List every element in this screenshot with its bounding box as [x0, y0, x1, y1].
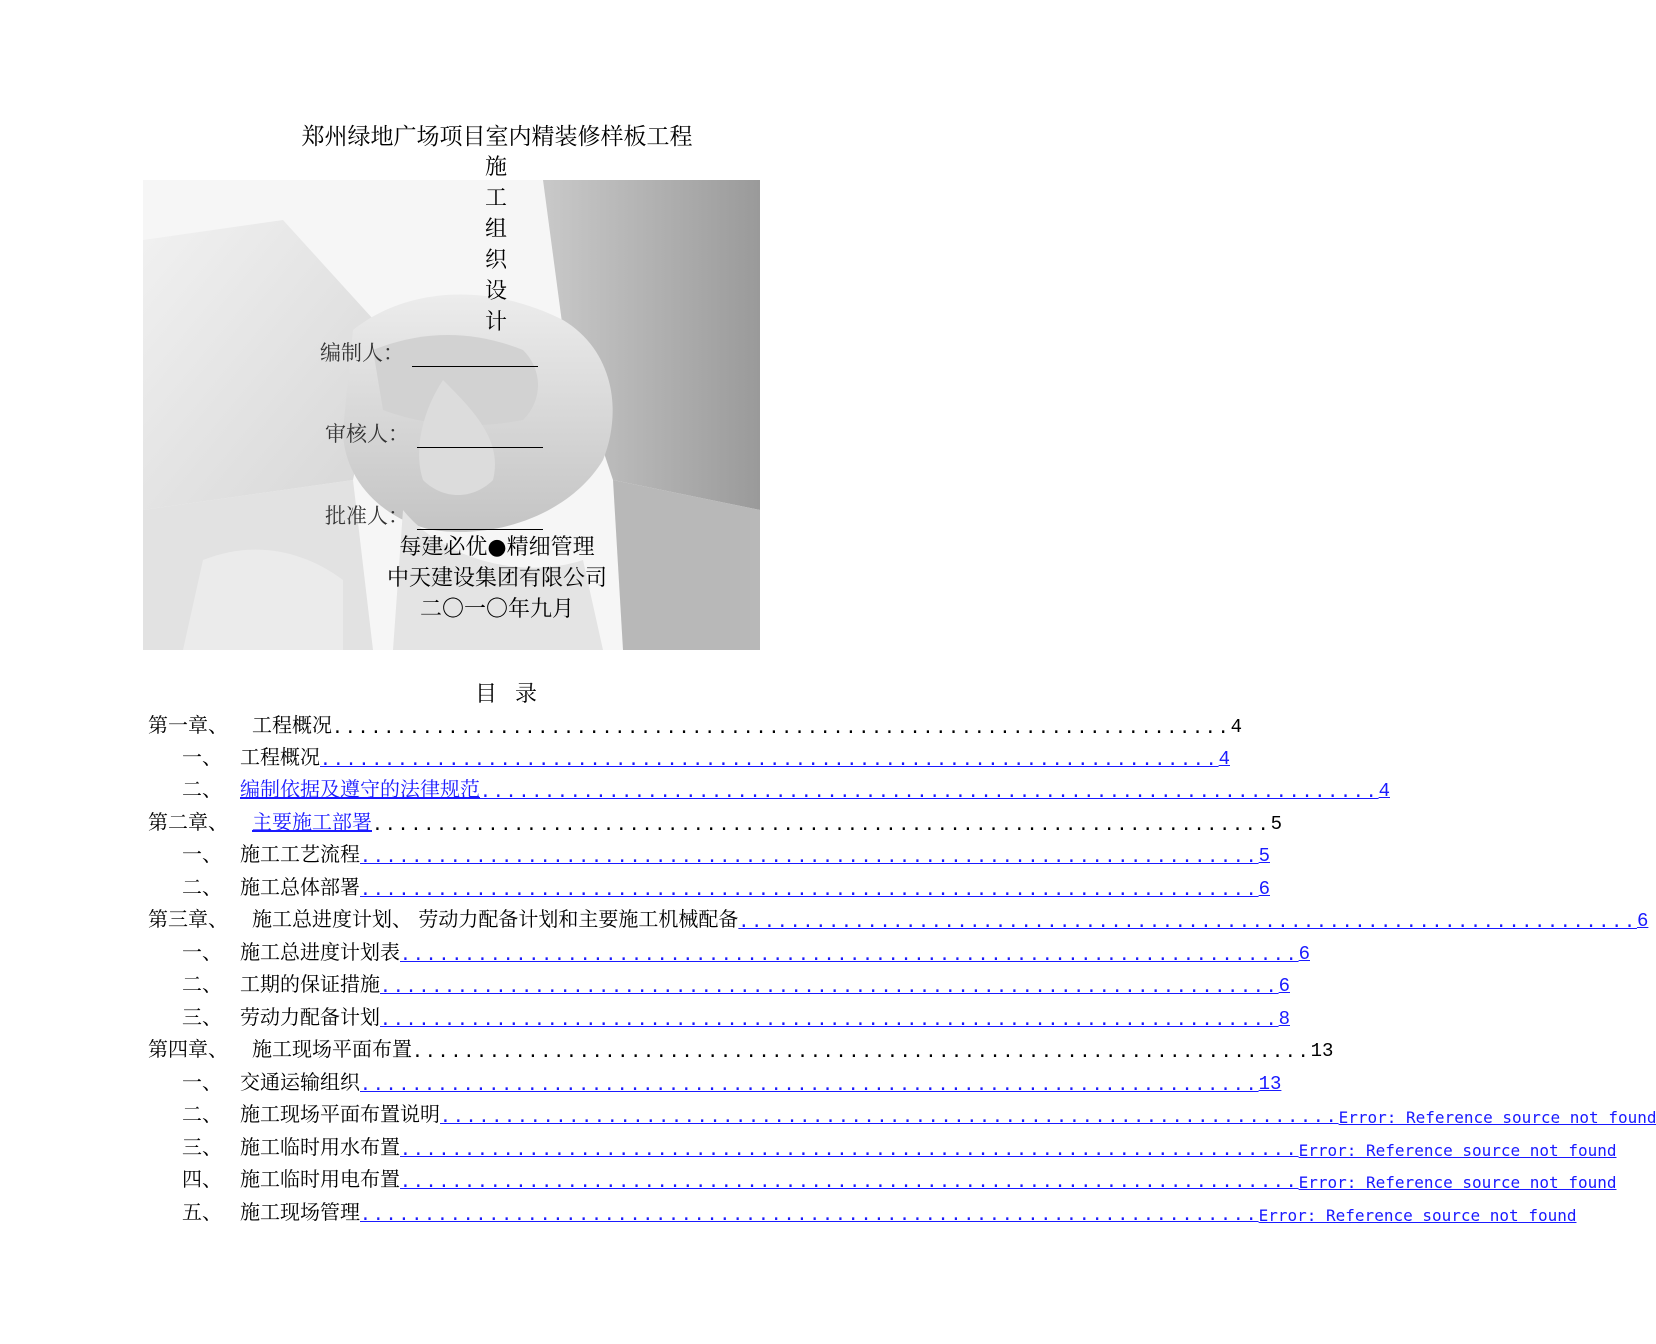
toc-page-number: 4 [1230, 716, 1242, 738]
toc-entry-number: 二、 [182, 972, 222, 996]
toc-entry-number: 第四章、 [148, 1037, 228, 1061]
toc-page-number: 5 [1270, 813, 1282, 835]
toc-leader-dots: ...................................................................... [380, 1009, 1279, 1030]
vertical-title-char: 组 [484, 217, 507, 242]
toc-leader-dots: ...................................................................... [738, 911, 1637, 932]
toc-page-number: 6 [1636, 910, 1649, 932]
toc-leader-dots: ...................................................................... [440, 1106, 1339, 1127]
toc-page-number: 6 [1278, 975, 1290, 997]
vertical-title-char: 工 [484, 186, 507, 211]
signer-label: 编制人： [320, 341, 404, 365]
toc-entry-label: 工期的保证措施 [240, 972, 380, 996]
toc-entry-label: 交通运输组织 [240, 1070, 360, 1094]
toc-leader-dots: ...................................................................... [400, 944, 1299, 965]
vertical-title-char: 设 [484, 279, 507, 304]
signature-line [417, 425, 543, 448]
toc-page-number: 13 [1258, 1073, 1282, 1095]
signature-line [417, 507, 543, 530]
toc-entry-number: 二、 [182, 1102, 222, 1126]
toc-entry[interactable] [182, 1195, 1577, 1225]
toc-entry-number: 一、 [182, 745, 222, 769]
toc-entry-number: 一、 [182, 940, 222, 964]
toc-entry-label: 劳动力配备计划 [240, 1005, 380, 1029]
toc-entry-label: 主要施工部署 [252, 810, 372, 834]
toc-entry-number: 第三章、 [148, 907, 228, 931]
toc-entry-label: 施工总进度计划表 [240, 940, 400, 964]
toc-entry-label: 施工总体部署 [240, 875, 360, 899]
toc-entry[interactable] [148, 902, 1649, 932]
toc-entry-number: 五、 [182, 1200, 222, 1224]
toc-entry-label: 施工现场平面布置说明 [240, 1102, 440, 1126]
toc-leader-dots: ...................................................................... [380, 976, 1279, 997]
toc-page-number: Error: Reference source not found [1298, 1173, 1617, 1192]
toc-page-number: Error: Reference source not found [1338, 1108, 1656, 1127]
vertical-title-char: 计 [484, 310, 507, 335]
toc-entry-number: 第一章、 [148, 713, 228, 737]
toc-entry-label: 编制依据及遵守的法律规范 [240, 777, 480, 801]
toc-title: 目录 [474, 682, 555, 707]
toc-entry[interactable] [182, 935, 1310, 965]
toc-entry[interactable] [182, 870, 1270, 900]
toc-entry-number: 三、 [182, 1135, 222, 1159]
vertical-title-char: 织 [484, 248, 507, 273]
motto: 每建必优●精细管理 [399, 535, 595, 560]
toc-page-number: 6 [1258, 878, 1270, 900]
toc-page-number: 4 [1378, 780, 1390, 802]
toc-leader-dots: ...................................................................... [332, 717, 1231, 738]
toc-entry-number: 三、 [182, 1005, 222, 1029]
toc-entry-label: 施工总进度计划、 劳动力配备计划和主要施工机械配备 [252, 907, 739, 931]
toc-leader-dots: ...................................................................... [400, 1171, 1299, 1192]
toc-page-number: 8 [1278, 1008, 1290, 1030]
toc-entry[interactable] [148, 805, 1282, 835]
toc-leader-dots: ...................................................................... [360, 846, 1259, 867]
toc-leader-dots: ...................................................................... [320, 749, 1219, 770]
signer-row-editor [320, 337, 538, 367]
signer-row-approver [325, 500, 543, 530]
toc-entry-label: 施工临时用电布置 [240, 1167, 400, 1191]
toc-entry-label: 施工工艺流程 [240, 842, 360, 866]
toc-page-number: Error: Reference source not found [1298, 1141, 1617, 1160]
toc-leader-dots: ...................................................................... [412, 1041, 1311, 1062]
toc-entry-number: 四、 [182, 1167, 222, 1191]
toc-leader-dots: ...................................................................... [360, 1204, 1259, 1225]
signer-label: 审核人： [325, 422, 409, 446]
toc-entry-label: 施工现场管理 [240, 1200, 360, 1224]
toc-entry[interactable] [182, 1097, 1656, 1127]
company-name: 中天建设集团有限公司 [386, 566, 607, 591]
toc-page-number: 5 [1258, 845, 1270, 867]
toc-page-number: 13 [1310, 1040, 1334, 1062]
toc-entry[interactable] [182, 1000, 1290, 1030]
toc-entry-number: 一、 [182, 1070, 222, 1094]
toc-entry[interactable] [148, 1032, 1334, 1062]
toc-leader-dots: ...................................................................... [360, 879, 1259, 900]
toc-page-number: Error: Reference source not found [1258, 1206, 1577, 1225]
document-date: 二〇一〇年九月 [419, 597, 574, 622]
toc-entry[interactable] [182, 772, 1390, 802]
signature-line [412, 344, 538, 367]
project-title: 郑州绿地广场项目室内精装修样板工程 [301, 124, 693, 150]
toc-entry[interactable] [182, 740, 1230, 770]
toc-entry[interactable] [182, 1162, 1617, 1192]
toc-entry-number: 一、 [182, 842, 222, 866]
toc-entry[interactable] [182, 1130, 1617, 1160]
toc-entry[interactable] [182, 837, 1270, 867]
vertical-title-char: 施 [484, 155, 507, 180]
toc-entry-label: 工程概况 [240, 745, 320, 769]
toc-entry-number: 第二章、 [148, 810, 228, 834]
toc-leader-dots: ...................................................................... [360, 1074, 1259, 1095]
toc-leader-dots: ...................................................................... [400, 1139, 1299, 1160]
toc-entry-number: 二、 [182, 875, 222, 899]
toc-entry-label: 施工现场平面布置 [252, 1037, 412, 1061]
toc-leader-dots: ...................................................................... [372, 814, 1271, 835]
toc-entry[interactable] [148, 708, 1242, 738]
toc-page-number: 4 [1218, 748, 1230, 770]
toc-entry-label: 工程概况 [252, 713, 332, 737]
toc-leader-dots: ...................................................................... [480, 781, 1379, 802]
toc-page-number: 6 [1298, 943, 1310, 965]
toc-entry[interactable] [182, 967, 1290, 997]
toc-entry-label: 施工临时用水布置 [240, 1135, 400, 1159]
signer-label: 批准人： [325, 504, 409, 528]
signer-row-reviewer [325, 418, 543, 448]
toc-entry[interactable] [182, 1065, 1282, 1095]
toc-entry-number: 二、 [182, 777, 222, 801]
